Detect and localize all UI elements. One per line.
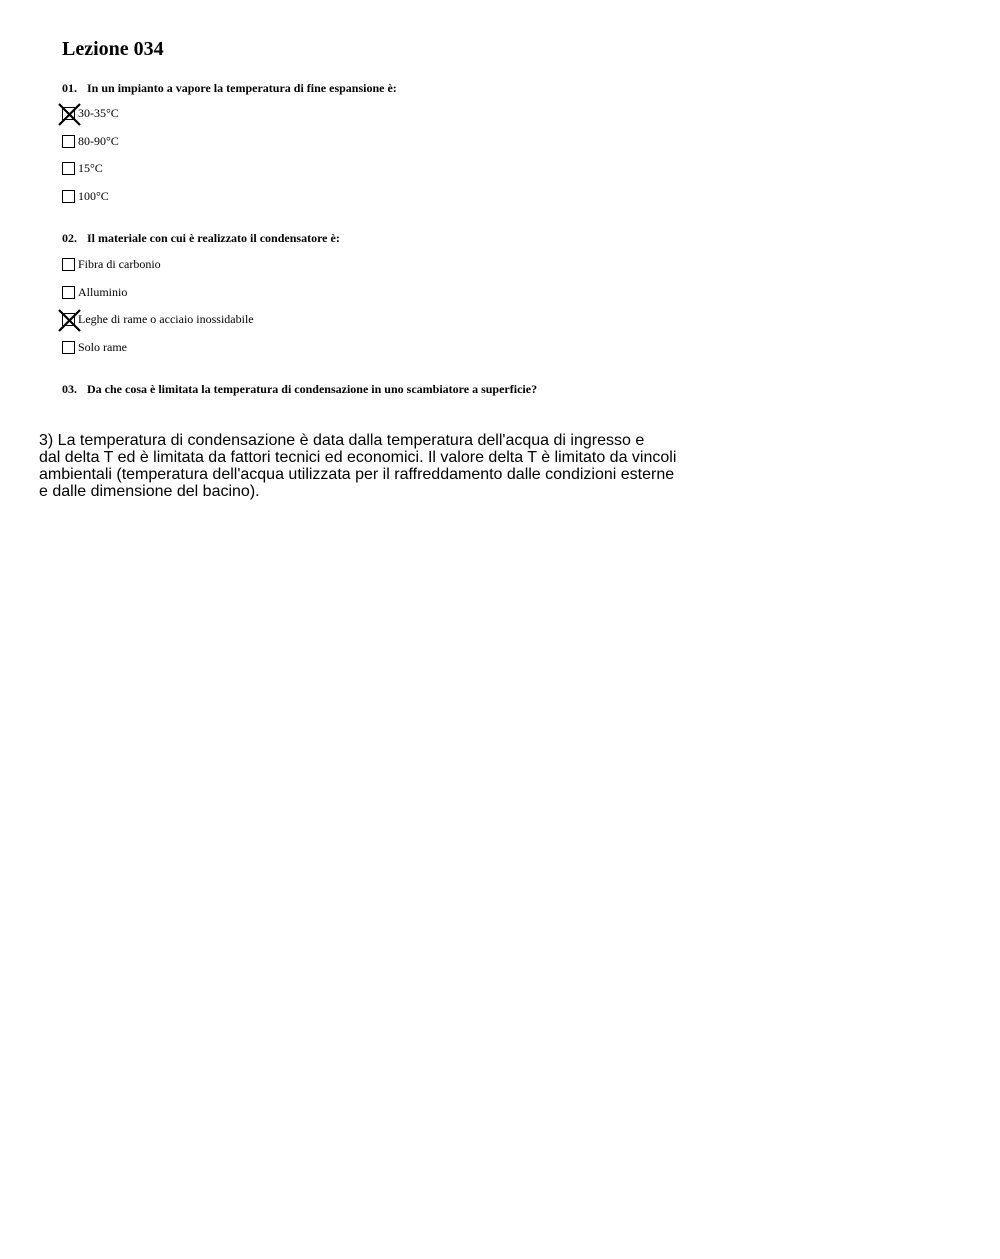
question-number: 03. bbox=[62, 382, 77, 396]
option-label: 100°C bbox=[78, 188, 109, 203]
q1-option-3[interactable] bbox=[62, 160, 103, 176]
question-text: Il materiale con cui è realizzato il condensatore è: bbox=[87, 231, 340, 245]
checkbox-checked[interactable] bbox=[62, 107, 75, 120]
option-label: Fibra di carbonio bbox=[78, 256, 161, 271]
option-label: 15°C bbox=[78, 160, 103, 175]
question-number: 02. bbox=[62, 231, 77, 245]
answer-line: ambientali (temperatura dell'acqua utilizzata per il raffreddamento dalle condizioni esterne bbox=[39, 466, 675, 483]
q1-option-2[interactable] bbox=[62, 133, 119, 149]
answer-line: e dalle dimensione del bacino). bbox=[39, 483, 260, 500]
checkbox[interactable] bbox=[62, 135, 75, 148]
x-mark-icon bbox=[57, 102, 82, 127]
question-text: Da che cosa è limitata la temperatura di condensazione in uno scambiatore a superficie? bbox=[87, 382, 538, 396]
question-number: 01. bbox=[62, 81, 77, 95]
checkbox[interactable] bbox=[62, 190, 75, 203]
question-text: In un impianto a vapore la temperatura di fine espansione è: bbox=[87, 81, 397, 95]
q2-option-1[interactable] bbox=[62, 256, 161, 272]
option-label: Leghe di rame o acciaio inossidabile bbox=[78, 311, 254, 326]
question-03 bbox=[62, 381, 537, 397]
checkbox-checked[interactable] bbox=[62, 313, 75, 326]
x-mark-icon bbox=[57, 308, 82, 333]
q1-option-1[interactable] bbox=[62, 105, 119, 121]
answer-3-text bbox=[39, 432, 739, 500]
q2-option-4[interactable] bbox=[62, 339, 127, 355]
page-title: Lezione 034 bbox=[62, 38, 164, 60]
answer-line: dal delta T ed è limitata da fattori tecnici ed economici. Il valore delta T è limitato da vincoli bbox=[39, 449, 677, 466]
checkbox[interactable] bbox=[62, 258, 75, 271]
question-02 bbox=[62, 230, 340, 246]
option-label: 30-35°C bbox=[78, 105, 119, 120]
checkbox[interactable] bbox=[62, 286, 75, 299]
checkbox[interactable] bbox=[62, 162, 75, 175]
question-01 bbox=[62, 80, 397, 96]
checkbox[interactable] bbox=[62, 341, 75, 354]
option-label: Solo rame bbox=[78, 339, 127, 354]
option-label: Alluminio bbox=[78, 284, 128, 299]
q2-option-3[interactable] bbox=[62, 311, 254, 327]
option-label: 80-90°C bbox=[78, 133, 119, 148]
q2-option-2[interactable] bbox=[62, 284, 127, 300]
answer-line: 3) La temperatura di condensazione è data dalla temperatura dell'acqua di ingresso e bbox=[39, 432, 645, 449]
q1-option-4[interactable] bbox=[62, 188, 109, 204]
